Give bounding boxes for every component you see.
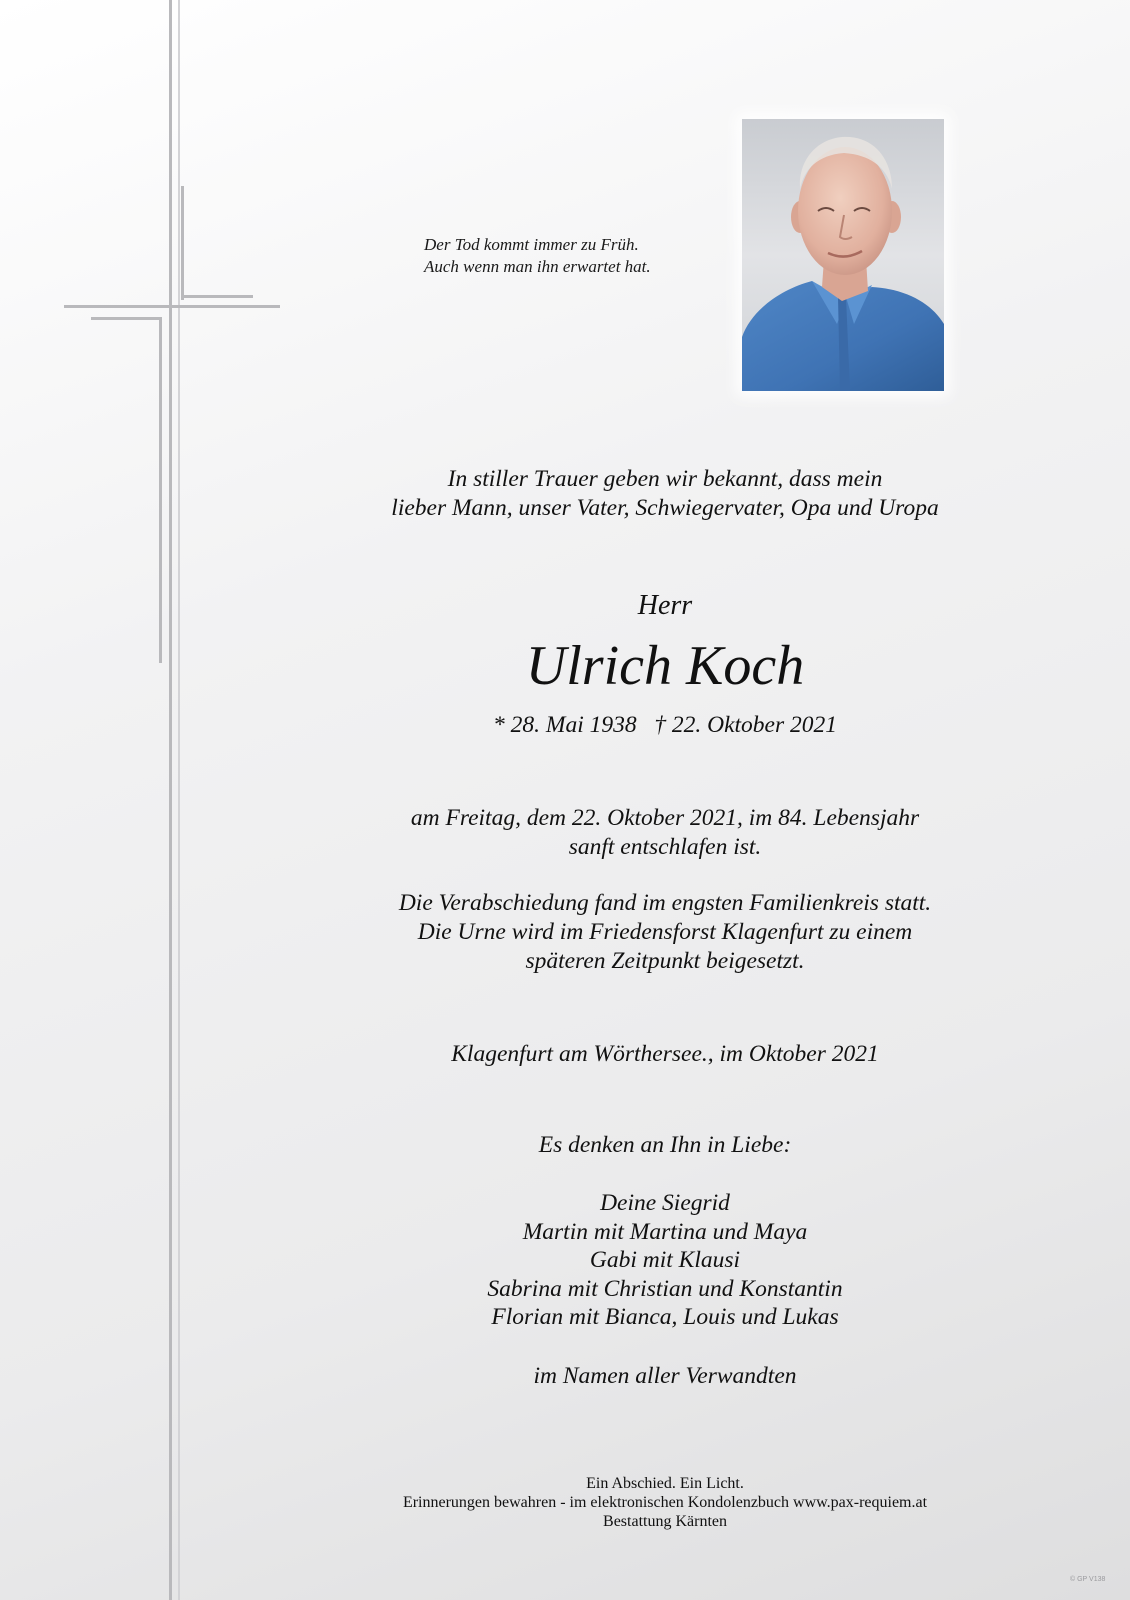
cross-horizontal-long — [64, 305, 280, 308]
farewell-line-3: späteren Zeitpunkt beigesetzt. — [525, 948, 805, 974]
passing-line-1: am Freitag, dem 22. Oktober 2021, im 84. Lebensjahr — [410, 805, 920, 831]
cross-vertical-short — [159, 318, 162, 663]
farewell-line-1: Die Verabschiedung fand im engsten Familienkreis statt. — [398, 890, 932, 916]
mourners-heading: Es denken an Ihn in Liebe: — [538, 1132, 792, 1158]
quote-line-2: Auch wenn man ihn erwartet hat. — [424, 257, 651, 276]
quote-line-1: Der Tod kommt immer zu Früh. — [424, 235, 639, 254]
salutation: Herr — [637, 590, 693, 621]
deceased-name: Ulrich Koch — [525, 635, 805, 697]
passing-text — [330, 804, 1000, 862]
farewell-text — [330, 889, 1000, 976]
intro-line-2: lieber Mann, unser Vater, Schwiegervater, Opa und Uropa — [391, 495, 939, 521]
list-item: Deine Siegrid — [600, 1190, 730, 1216]
relatives-line: im Namen aller Verwandten — [533, 1363, 797, 1389]
list-item: Martin mit Martina und Maya — [522, 1218, 808, 1245]
list-item: Sabrina mit Christian und Konstantin — [487, 1275, 843, 1302]
announcement-intro — [330, 465, 1000, 523]
footer-line-1: Ein Abschied. Ein Licht. — [586, 1475, 744, 1492]
cross-vertical-long — [169, 0, 172, 1600]
footer — [330, 1474, 1000, 1531]
list-item: Gabi mit Klausi — [589, 1247, 741, 1273]
mourners-list — [330, 1189, 1000, 1332]
intro-line-1: In stiller Trauer geben wir bekannt, dass mein — [447, 466, 883, 492]
cross-vertical-long-shadow — [178, 0, 180, 1600]
cross-vertical-upper — [181, 186, 184, 300]
copyright-mark: © GP V138 — [1070, 1576, 1106, 1583]
footer-line-3: Bestattung Kärnten — [603, 1513, 727, 1530]
list-item: Florian mit Bianca, Louis und Lukas — [491, 1304, 839, 1330]
portrait-photo — [742, 119, 944, 391]
memorial-quote — [424, 234, 724, 278]
cross-horizontal-left — [91, 317, 162, 320]
farewell-line-2: Die Urne wird im Friedensforst Klagenfurt zu einem — [417, 919, 913, 945]
place-date: Klagenfurt am Wörthersee., im Oktober 2021 — [451, 1041, 879, 1067]
life-dates: * 28. Mai 1938 † 22. Oktober 2021 — [493, 712, 837, 738]
passing-line-2: sanft entschlafen ist. — [568, 834, 762, 860]
footer-line-2: Erinnerungen bewahren - im elektronischen Kondolenzbuch www.pax-requiem.at — [402, 1494, 928, 1511]
cross-horizontal-right — [181, 295, 253, 298]
